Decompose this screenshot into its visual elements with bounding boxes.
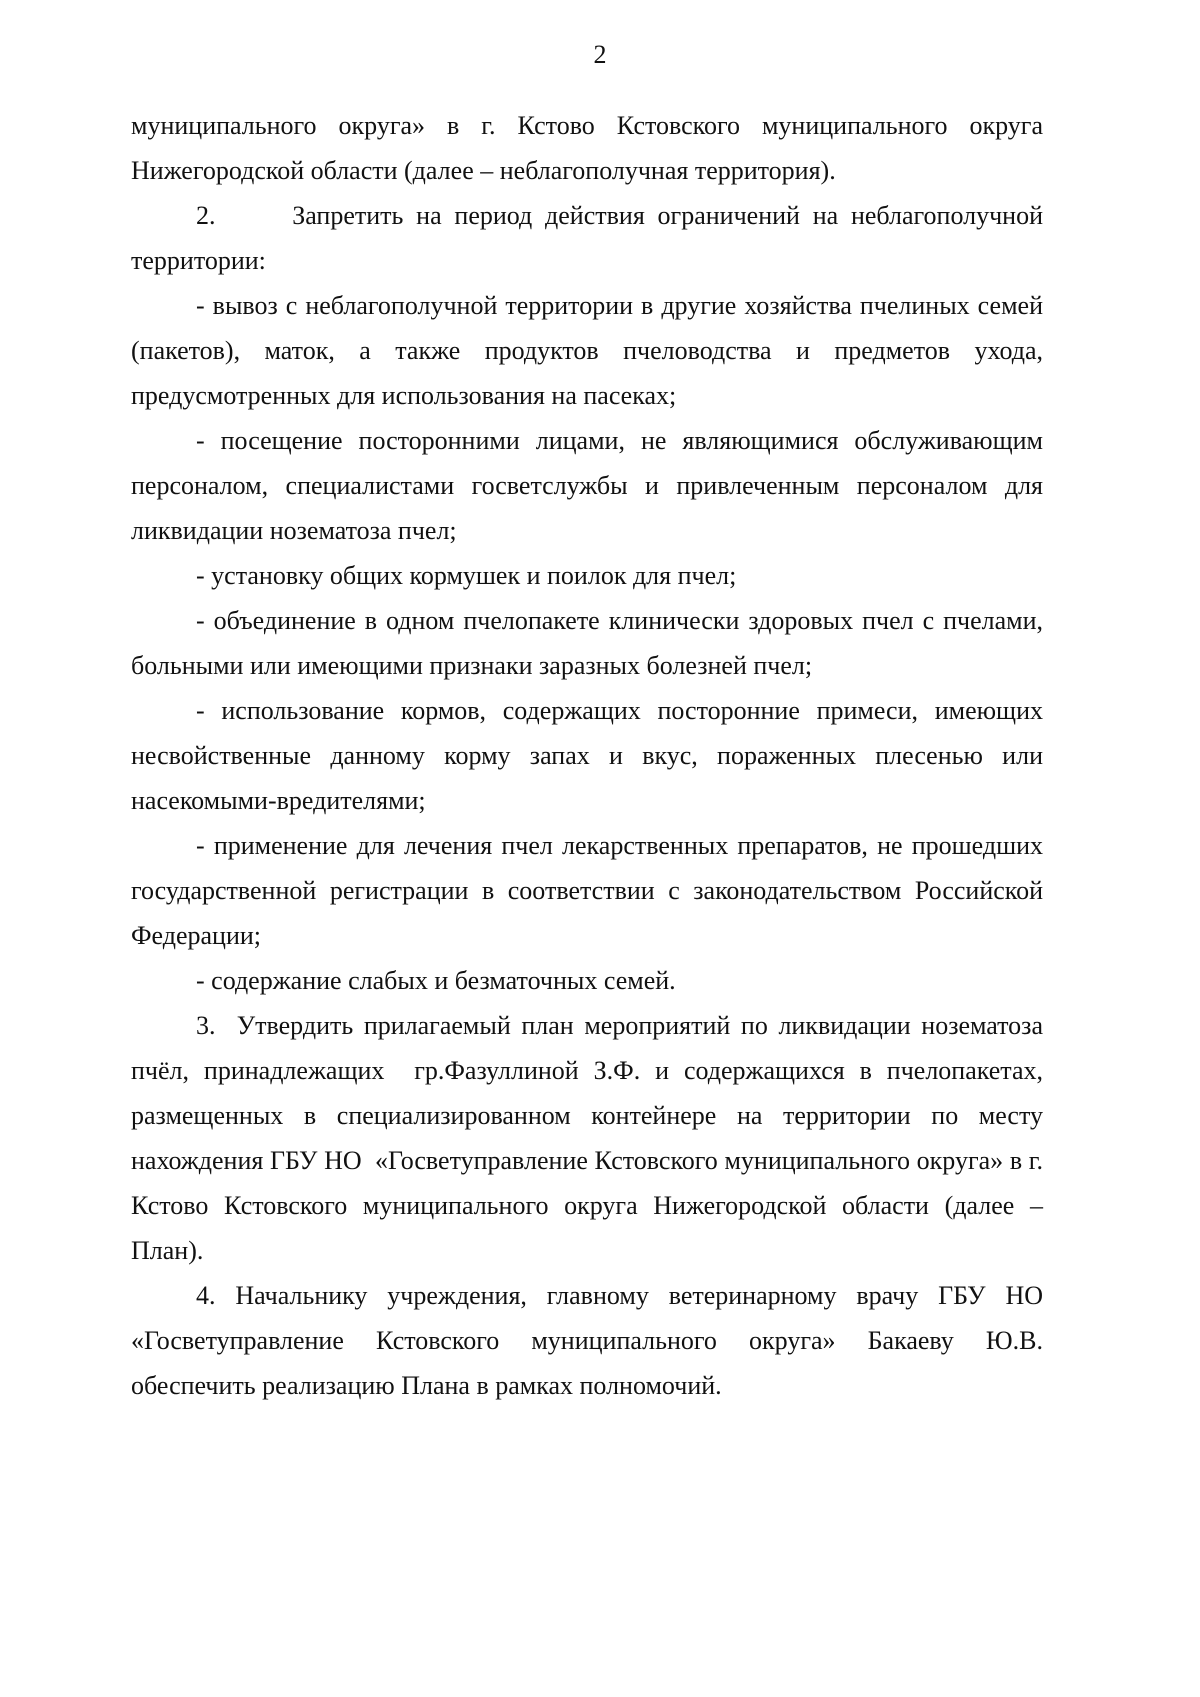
paragraph-prohibition-drugs: - применение для лечения пчел лекарственных препаратов, не прошедших государственной регистрации в соответствии с законодательством Российской Федерации; — [131, 831, 1043, 950]
paragraph-prohibition-feed: - использование кормов, содержащих посторонние примеси, имеющих несвойственные данному корму запах и вкус, пораженных плесенью или насекомыми-вредителями; — [131, 696, 1043, 815]
paragraph-item-2: 2. Запретить на период действия ограничений на неблагополучной территории: — [131, 201, 1043, 275]
paragraph-prohibition-feeders: - установку общих кормушек и поилок для пчел; — [196, 561, 737, 590]
page-number: 2 — [593, 40, 607, 69]
paragraph-prohibition-merging: - объединение в одном пчелопакете клинически здоровых пчел с пчелами, больными или имеющими признаки заразных болезней пчел; — [131, 606, 1043, 680]
paragraph-prohibition-weak-colonies: - содержание слабых и безматочных семей. — [196, 966, 676, 995]
document-body — [131, 103, 1043, 1408]
paragraph-continuation: муниципального округа» в г. Кстово Кстовского муниципального округа Нижегородской области (далее – неблагополучная территория). — [131, 111, 1043, 185]
paragraph-item-3: 3. Утвердить прилагаемый план мероприятий по ликвидации нозематоза пчёл, принадлежащих гр.Фазуллиной З.Ф. и содержащихся в пчелопакетах, размещенных в специализированном контейнере на территории по месту нахождения ГБУ НО «Госветуправление Кстовского муниципального округа» в г. Кстово Кстовского муниципального округа Нижегородской области (далее – План). — [131, 1011, 1043, 1265]
paragraph-prohibition-visits: - посещение посторонними лицами, не являющимися обслуживающим персоналом, специалистами госветслужбы и привлеченным персоналом для ликвидации нозематоза пчел; — [131, 426, 1043, 545]
paragraph-item-4: 4. Начальнику учреждения, главному ветеринарному врачу ГБУ НО «Госветуправление Кстовского муниципального округа» Бакаеву Ю.В. обеспечить реализацию Плана в рамках полномочий. — [131, 1281, 1043, 1400]
paragraph-prohibition-export: - вывоз с неблагополучной территории в другие хозяйства пчелиных семей (пакетов), маток, а также продуктов пчеловодства и предметов ухода, предусмотренных для использования на пасеках; — [131, 291, 1043, 410]
